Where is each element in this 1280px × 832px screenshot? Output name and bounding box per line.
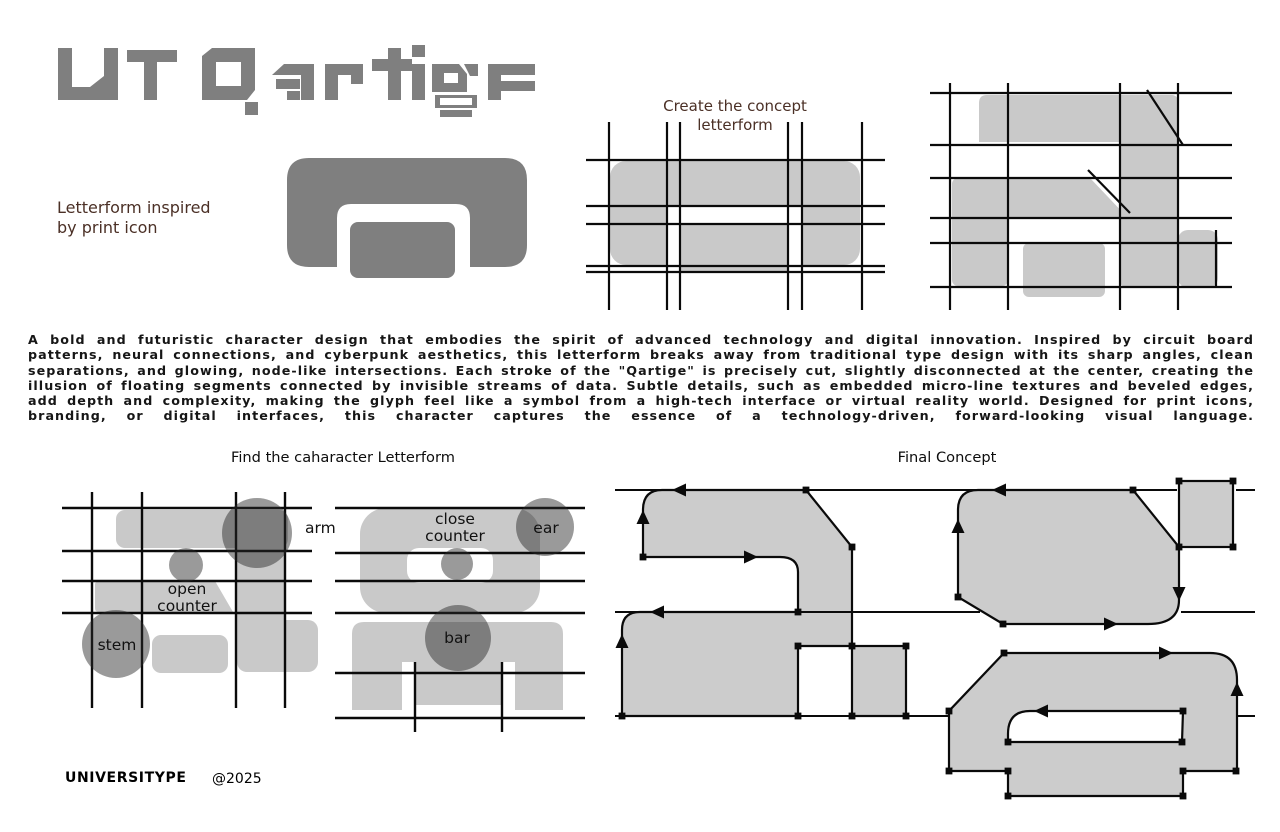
final-shape-blob <box>958 490 1179 624</box>
path-node <box>946 768 953 775</box>
open-counter-label-line2: counter <box>157 597 217 615</box>
paragraph-line: separations, and glowing, node-like intersections. Each stroke of the "Qartige" is precisely cut, slightly disconnected at the center, creating the <box>28 362 1254 378</box>
path-node <box>946 708 953 715</box>
path-node <box>1180 708 1187 715</box>
path-node <box>1230 544 1237 551</box>
path-node <box>1180 793 1187 800</box>
paragraph-line: add depth and complexity, making the glyph feel like a symbol from a high-tech interface or virtual reality world. Designed for print icons, <box>28 393 1254 409</box>
logo-glyphs <box>58 45 535 117</box>
path-node <box>619 713 626 720</box>
paragraph-line: illusion of floating segments connected by invisible streams of data. Subtle details, such as embedded micro-line textures and beveled edges, <box>28 377 1254 393</box>
concept-grid-title-line2: letterform <box>697 115 773 134</box>
print-icon <box>280 152 535 284</box>
logo-ut-qartige <box>55 38 545 126</box>
path-node <box>1005 793 1012 800</box>
path-node <box>903 643 910 650</box>
arm-label: arm <box>305 519 336 537</box>
path-node <box>849 643 856 650</box>
arm-highlight-circle <box>222 498 292 568</box>
path-node <box>795 713 802 720</box>
final-concept-title: Final Concept <box>897 449 997 466</box>
path-node <box>849 713 856 720</box>
open-counter-highlight-circle <box>169 548 203 582</box>
final-concept-drawing <box>610 468 1258 818</box>
path-node <box>795 609 802 616</box>
intro-caption-line1: Letterform inspired <box>57 198 211 217</box>
path-node <box>1000 621 1007 628</box>
final-shape-g-counter <box>1008 711 1183 742</box>
path-node <box>795 643 802 650</box>
final-shape-left-nub <box>852 646 906 716</box>
path-node <box>1130 487 1137 494</box>
paragraph-line: branding, or digital interfaces, this character captures the essence of a technology-driven, forward-looking visual language. <box>28 408 1254 424</box>
path-node <box>1233 768 1240 775</box>
path-node <box>849 544 856 551</box>
bar-label: bar <box>444 629 470 647</box>
path-node <box>640 554 647 561</box>
close-counter-label-line1: close <box>435 510 475 528</box>
path-node <box>1005 739 1012 746</box>
path-node <box>1001 650 1008 657</box>
anatomy-diagram-1 <box>55 478 350 733</box>
paragraph-line: patterns, neural connections, and cyberpunk aesthetics, this letterform breaks away from traditional type design with its sharp angles, clean <box>28 347 1254 363</box>
close-counter-highlight-circle <box>441 548 473 580</box>
anatomy-diagram-2 <box>330 490 590 740</box>
anatomy-section-title: Find the caharacter Letterform <box>231 449 455 466</box>
concept-grid-sketch <box>580 115 910 320</box>
path-node <box>1176 478 1183 485</box>
path-node <box>803 487 810 494</box>
refined-grid-sketch <box>925 75 1255 320</box>
ear-label: ear <box>533 519 559 537</box>
final-shape-left <box>622 490 852 716</box>
footer-year: @2025 <box>212 771 262 787</box>
path-node <box>1176 544 1183 551</box>
footer-brand: UNIVERSITYPE <box>65 770 187 786</box>
path-node <box>1180 768 1187 775</box>
path-node <box>1005 768 1012 775</box>
final-shape-top-rect <box>1179 481 1233 547</box>
intro-caption-line2: by print icon <box>57 217 158 237</box>
close-counter-label-line2: counter <box>425 527 485 545</box>
body-paragraph <box>28 332 1254 424</box>
path-node <box>1230 478 1237 485</box>
stem-label: stem <box>97 636 137 654</box>
open-counter-label-line1: open <box>167 580 207 598</box>
paragraph-line: A bold and futuristic character design that embodies the spirit of advanced technology and digital innovation. Inspired by circuit board <box>28 332 1254 347</box>
path-node <box>903 713 910 720</box>
concept-grid-title-line1: Create the concept <box>663 97 807 115</box>
intro-caption <box>57 198 277 237</box>
path-node <box>1179 739 1186 746</box>
path-node <box>955 594 962 601</box>
